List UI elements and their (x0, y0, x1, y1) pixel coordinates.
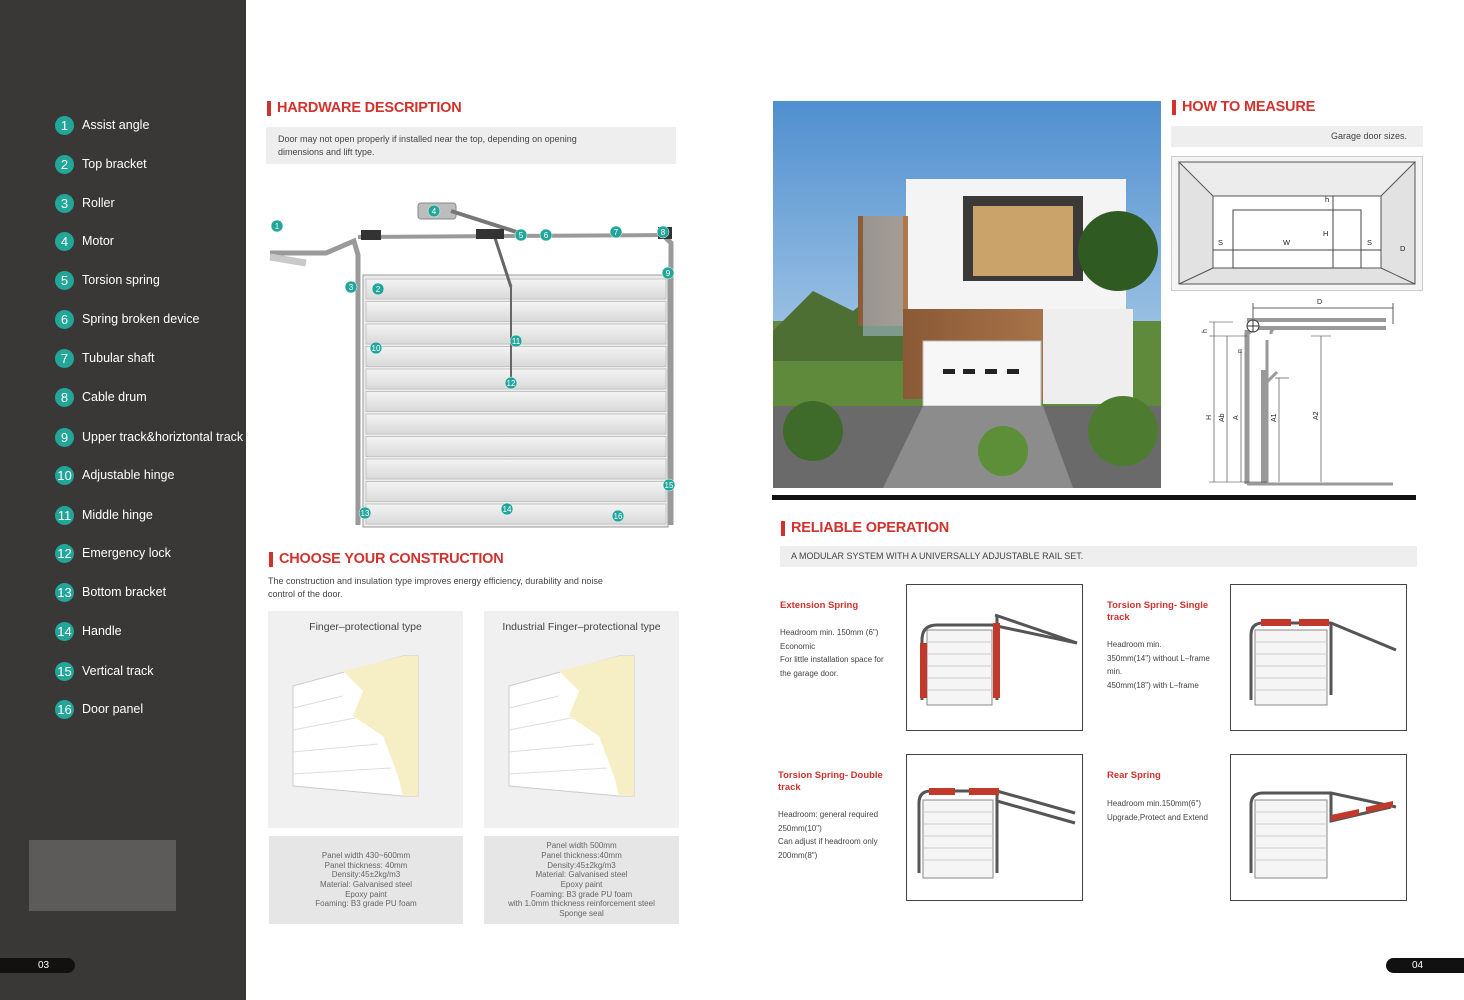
option-title (1107, 770, 1161, 782)
legend-item (55, 582, 166, 602)
option-illustration-double (906, 754, 1083, 901)
side-label-H: H (1206, 414, 1213, 420)
legend-label: Vertical track (82, 664, 154, 678)
option-title (1107, 600, 1208, 624)
option-illustration-single (1230, 584, 1407, 731)
hardware-note-line: dimensions and lift type. (278, 147, 375, 157)
option-line: 350mm(14") without L–frame (1107, 653, 1210, 663)
option-title-line: track (1107, 612, 1130, 623)
option-title (780, 600, 858, 612)
side-label-n: n (1237, 349, 1244, 353)
legend-item (55, 543, 171, 563)
svg-text:6: 6 (543, 231, 549, 240)
spec-box-industrial (484, 836, 679, 924)
legend-item (55, 270, 160, 290)
svg-text:15: 15 (664, 481, 674, 490)
spec-line: Foaming: B3 grade PU foam (315, 899, 417, 909)
house-illustration (773, 101, 1161, 488)
hardware-title (267, 100, 462, 116)
left-track (270, 241, 358, 525)
spec-line: Panel thickness: 40mm (324, 860, 408, 870)
legend-number: 14 (55, 622, 74, 641)
spec-line: Density:45±2kg/m3 (547, 860, 616, 870)
door-slat (366, 279, 666, 299)
legend-label: Spring broken device (82, 312, 200, 326)
legend-item (55, 621, 122, 641)
side-label-A: A (1233, 415, 1240, 420)
measure-caption: Garage door sizes. (1330, 131, 1407, 141)
svg-text:16: 16 (613, 512, 623, 521)
divider-line (772, 495, 1416, 500)
option-illustration-extension (906, 584, 1083, 731)
label-S-right: S (1367, 238, 1373, 247)
option-title-line: Torsion Spring- Single (1107, 600, 1209, 611)
legend-item (55, 465, 174, 485)
legend-number: 3 (55, 194, 74, 213)
side-label-D: D (1317, 299, 1323, 306)
hardware-note (266, 127, 676, 164)
spec-line: Density:45±2kg/m3 (331, 870, 401, 880)
option-text (780, 626, 884, 680)
option-line: Headroom min.150mm(6") (1107, 799, 1201, 808)
construction-title-text: CHOOSE YOUR CONSTRUCTION (279, 551, 504, 567)
side-label-h: h (1202, 329, 1209, 333)
label-H: H (1323, 229, 1329, 238)
option-line: the garage door. (780, 668, 839, 678)
decorative-box (29, 840, 176, 911)
legend-number: 2 (55, 155, 74, 174)
measure-caption-box (1171, 126, 1423, 147)
legend-item (55, 115, 149, 135)
legend-item (55, 348, 155, 368)
svg-text:11: 11 (511, 337, 521, 346)
spec-line: Panel width 500mm (546, 841, 617, 851)
legend-item (55, 154, 147, 174)
legend-number: 12 (55, 544, 74, 563)
legend-number: 9 (55, 428, 74, 447)
legend-item (55, 427, 243, 447)
legend-item (55, 661, 154, 681)
spec-line: Foaming: B3 grade PU foam (530, 889, 633, 899)
title-bar (781, 521, 785, 536)
reliable-title (781, 520, 949, 536)
option-title-line: Extension Spring (780, 600, 859, 611)
spec-line: with 1.0mm thickness reinforcement steel (508, 899, 655, 909)
title-bar (269, 552, 273, 567)
construction-title (269, 551, 504, 567)
option-text (1107, 797, 1208, 824)
spec-line: Panel width 430~600mm (321, 850, 411, 860)
option-line: min. (1107, 667, 1123, 676)
page-number-right: 04 (1386, 958, 1464, 973)
reliable-banner-text: A MODULAR SYSTEM WITH A UNIVERSALLY ADJUSTABLE RAIL SET. (791, 551, 1084, 561)
side-label-Ab: Ab (1219, 413, 1226, 422)
reliable-title-text: RELIABLE OPERATION (791, 520, 950, 536)
legend-label: Tubular shaft (82, 351, 155, 365)
legend-label: Bottom bracket (82, 585, 167, 599)
construction-desc-line: control of the door. (268, 589, 343, 599)
svg-text:14: 14 (502, 505, 512, 514)
option-line: 450mm(18") with L–frame (1107, 680, 1199, 690)
svg-text:8: 8 (660, 228, 666, 237)
spec-line: Epoxy paint (560, 880, 603, 889)
construction-desc-line: The construction and insulation type improves energy efficiency, durability and noise (268, 576, 603, 586)
legend-label: Upper track&horiztontal track (82, 430, 244, 444)
option-line: For little installation space for (780, 655, 884, 664)
panel-illustration (499, 646, 669, 821)
legend-label: Middle hinge (82, 508, 153, 522)
legend-label: Roller (82, 196, 115, 210)
label-W: W (1283, 238, 1291, 247)
door-slat (366, 347, 666, 367)
spec-line: Epoxy paint (345, 889, 387, 899)
legend-number: 10 (55, 466, 74, 485)
svg-text:2: 2 (375, 285, 381, 294)
legend-label: Handle (82, 624, 122, 638)
option-title-line: track (778, 782, 801, 793)
legend-number: 13 (55, 583, 74, 602)
door-slat (366, 482, 666, 502)
option-title-line: Rear Spring (1107, 770, 1161, 781)
option-line: Upgrade,Protect and Extend (1107, 812, 1208, 822)
svg-text:5: 5 (518, 231, 524, 240)
spec-line: Panel thickness:40mm (541, 850, 622, 860)
svg-text:9: 9 (665, 269, 671, 278)
house-photo (773, 101, 1161, 488)
card-title: Finger–protectional type (309, 621, 422, 633)
legend-label: Cable drum (82, 390, 147, 404)
option-line: Headroom min. 150mm (6") (780, 628, 879, 637)
side-label-A1: A1 (1271, 413, 1278, 422)
legend-number: 6 (55, 310, 74, 329)
svg-text:3: 3 (348, 283, 354, 292)
door-slat (366, 392, 666, 412)
option-line: 200mm(8") (778, 850, 818, 860)
front-measure-diagram (1171, 156, 1423, 291)
side-label-A2: A2 (1313, 411, 1320, 420)
option-line: Economic (780, 641, 816, 651)
option-text (778, 808, 878, 862)
card-title: Industrial Finger–protectional type (502, 621, 661, 633)
spec-line: Material: Galvanised steel (319, 880, 413, 889)
spec-box-finger (269, 836, 463, 924)
door-slat (366, 414, 666, 434)
construction-card-industrial (484, 611, 679, 828)
svg-text:13: 13 (360, 509, 370, 518)
label-h: h (1325, 195, 1330, 204)
legend-item (55, 309, 199, 329)
legend-label: Adjustable hinge (82, 468, 175, 482)
option-line: Headroom: general required (778, 810, 879, 819)
legend-label: Assist angle (82, 118, 150, 132)
hardware-note-line: Door may not open properly if installed near the top, depending on opening (278, 134, 577, 144)
legend-item (55, 387, 147, 407)
option-title-line: Torsion Spring- Double (778, 770, 883, 781)
page-number-left: 03 (0, 958, 75, 973)
legend-number: 15 (55, 662, 74, 681)
legend-label: Top bracket (82, 157, 147, 171)
door-hardware-diagram (266, 195, 686, 535)
legend-label: Torsion spring (82, 273, 160, 287)
svg-text:12: 12 (506, 379, 516, 388)
spec-line: Sponge seal (559, 909, 604, 919)
label-S-left: S (1218, 238, 1224, 247)
option-title (778, 770, 883, 794)
legend-number: 16 (55, 700, 74, 719)
measure-title-text: HOW TO MEASURE (1182, 99, 1316, 115)
svg-text:10: 10 (371, 344, 381, 353)
legend-number: 5 (55, 271, 74, 290)
option-line: 250mm(10") (778, 823, 822, 833)
legend-number: 1 (55, 116, 74, 135)
door-panel-group (360, 275, 668, 527)
svg-text:7: 7 (613, 228, 619, 237)
legend-label: Door panel (82, 702, 144, 716)
door-slat (366, 459, 666, 479)
label-D: D (1400, 244, 1406, 253)
svg-text:4: 4 (431, 207, 437, 216)
option-illustration-rear (1230, 754, 1407, 901)
legend-number: 7 (55, 349, 74, 368)
side-measure-diagram (1171, 294, 1423, 490)
panel-illustration (283, 646, 453, 821)
option-line: Headroom min. (1107, 640, 1162, 649)
legend-item (55, 193, 115, 213)
legend-number: 11 (55, 506, 74, 525)
title-bar (267, 101, 271, 116)
legend-label: Motor (82, 234, 114, 248)
measure-title (1172, 99, 1315, 115)
legend-item (55, 699, 143, 719)
construction-card-finger (268, 611, 463, 828)
legend-number: 8 (55, 388, 74, 407)
door-slat (366, 302, 666, 322)
door-slat (366, 437, 666, 457)
option-text (1107, 638, 1210, 692)
svg-text:1: 1 (274, 222, 280, 231)
option-line: Can adjust if headroom only (778, 837, 878, 846)
reliable-banner (780, 546, 1417, 567)
title-bar (1172, 100, 1176, 115)
sidebar-legend (0, 0, 246, 1000)
legend-label: Emergency lock (82, 546, 171, 560)
spec-line: Material: Galvanised steel (535, 870, 628, 880)
hardware-title-text: HARDWARE DESCRIPTION (277, 100, 462, 116)
legend-item (55, 231, 114, 251)
legend-item (55, 505, 153, 525)
legend-number: 4 (55, 232, 74, 251)
